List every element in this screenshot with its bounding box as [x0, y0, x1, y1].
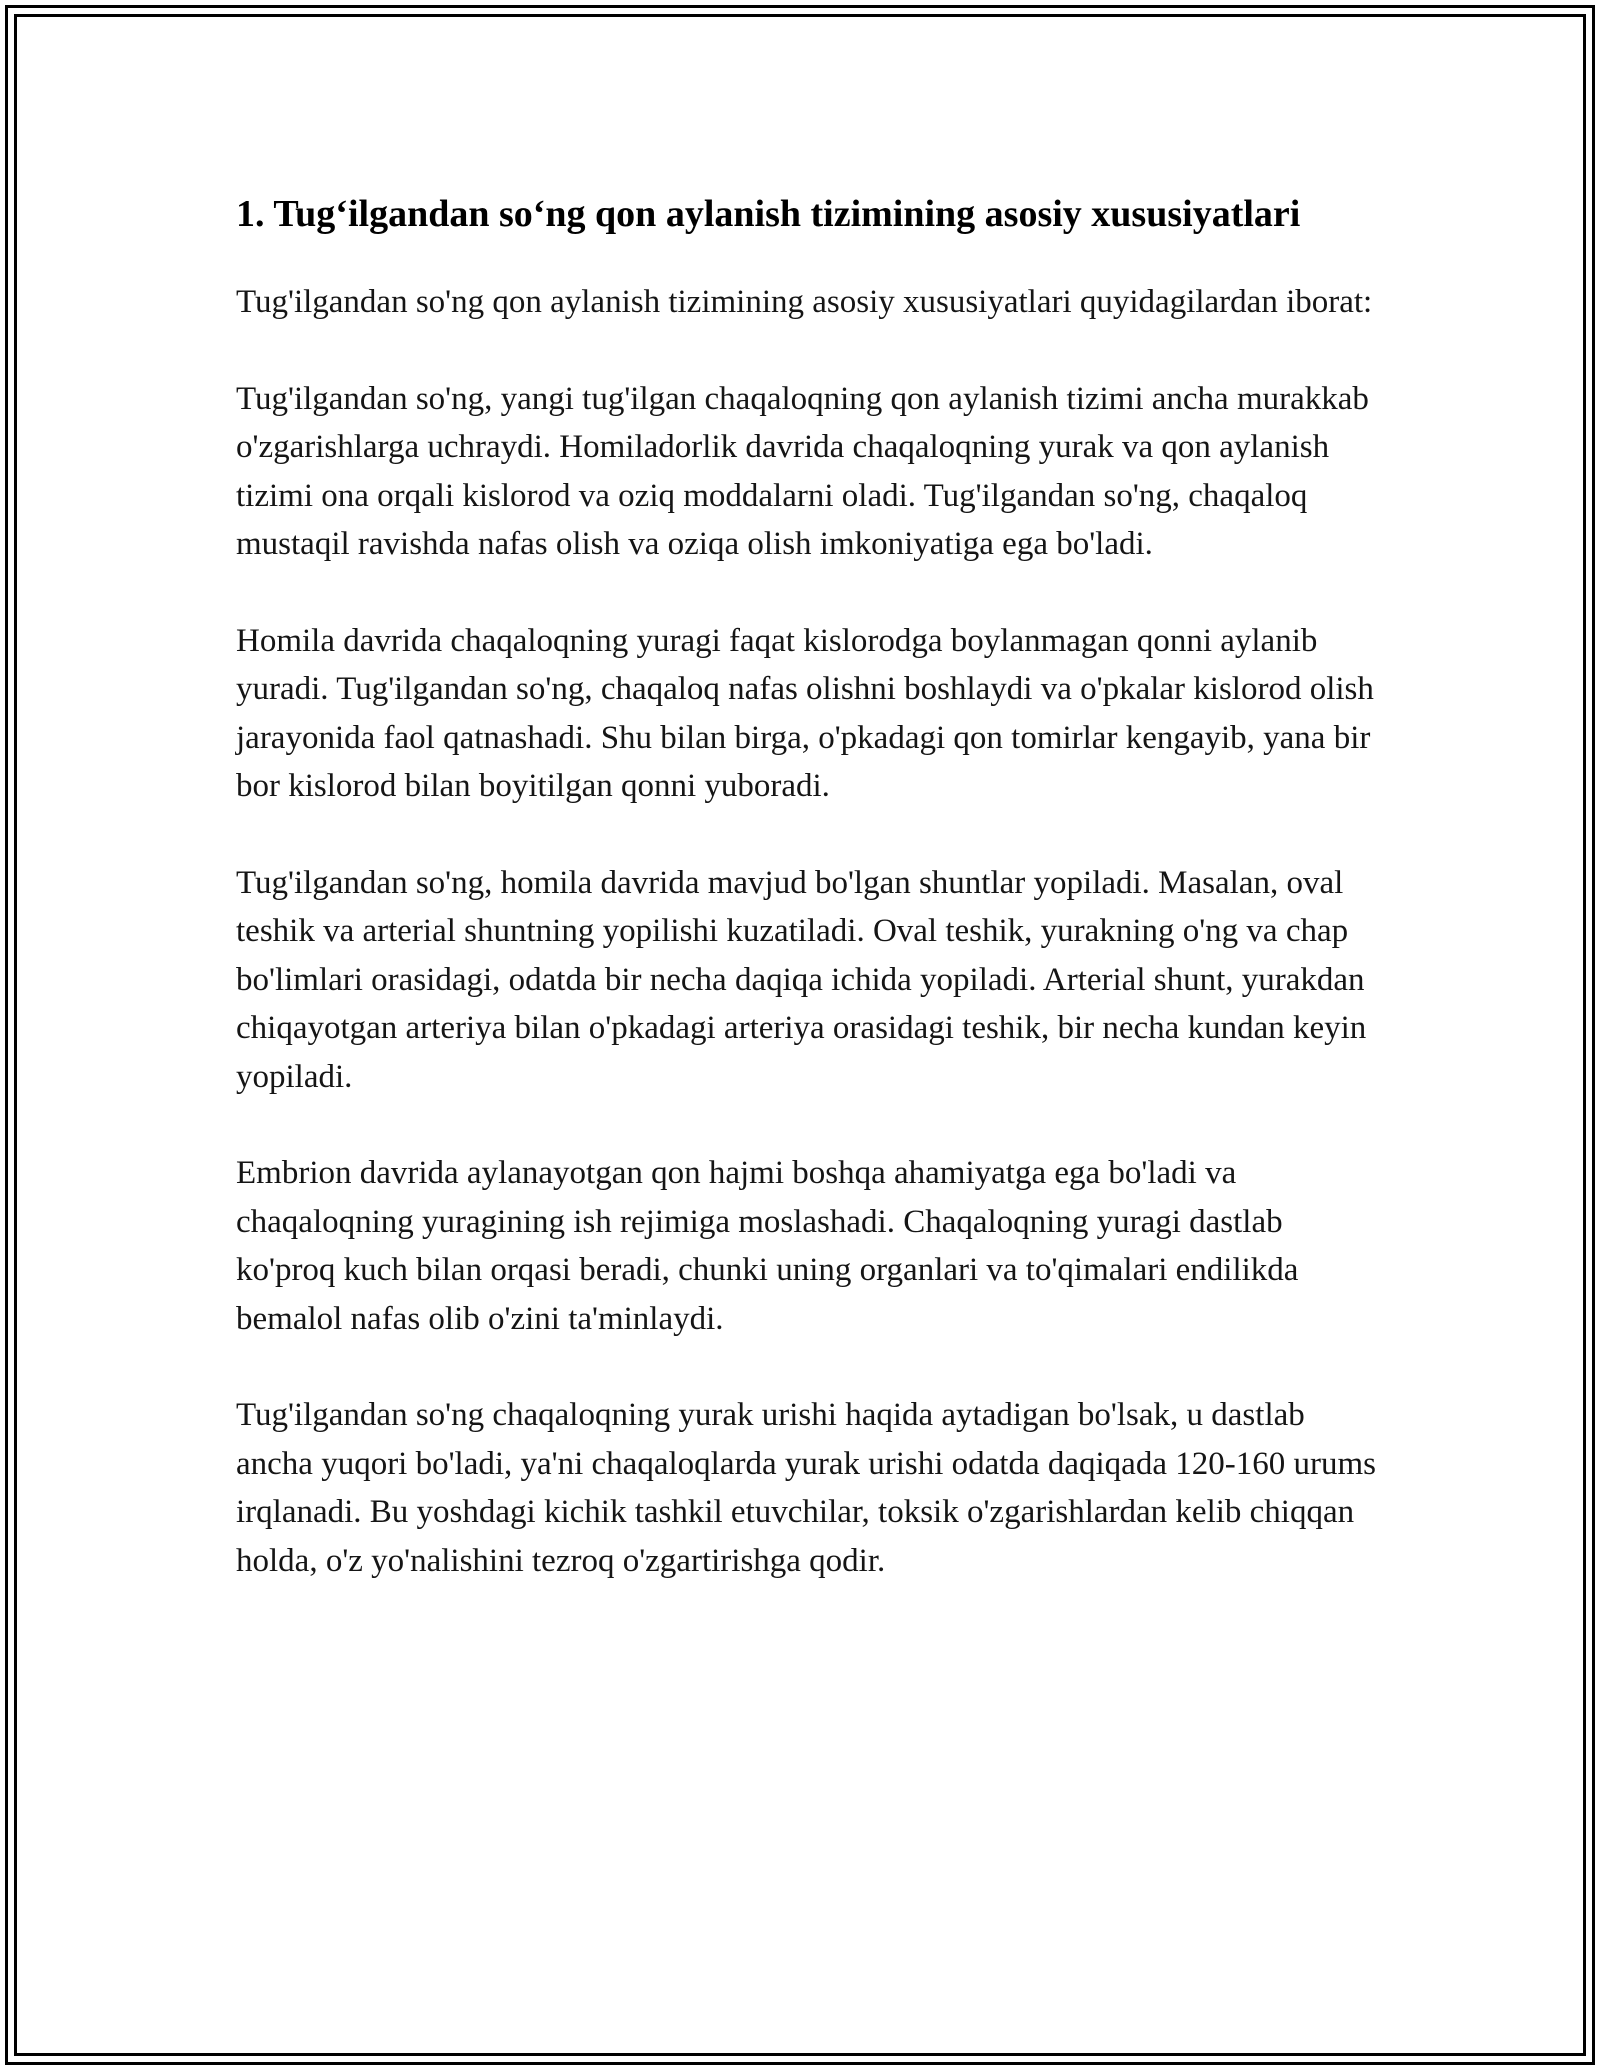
paragraph-shunts-closing: Tug'ilgandan so'ng, homila davrida mavjud bo'lgan shuntlar yopiladi. Masalan, oval teshik va arterial shuntning yopilishi kuzatiladi. Oval teshik, yurakning o'ng va chap bo'limlari orasidagi, odatda bir necha daqiqa ichida yopiladi. Arterial shunt, yurakdan chiqayotgan arteriya bilan o'pkadagi arteriya orasidagi teshik, bir necha kundan keyin yopiladi. [236, 864, 1367, 1095]
paragraph-blood-volume: Embrion davrida aylanayotgan qon hajmi boshqa ahamiyatga ega bo'ladi va chaqaloqning yuragining ish rejimiga moslashadi. Chaqaloqning yuragi dastlab ko'proq kuch bilan orqasi beradi, chunki uning organlari va to'qimalari endilikda bemalol nafas olib o'zini ta'minlaydi. [236, 1155, 1299, 1337]
paragraph-intro: Tug'ilgandan so'ng qon aylanish tizimining asosiy xususiyatlari quyidagilardan iborat: [236, 284, 1373, 320]
paragraph-heart-rate: Tug'ilgandan so'ng chaqaloqning yurak urishi haqida aytadigan bo'lsak, u dastlab ancha yuqori bo'ladi, ya'ni chaqaloqlarda yurak urishi odatda daqiqada 120-160 urums irqlanadi. Bu yoshdagi kichik tashkil etuvchilar, toksik o'zgarishlardan kelib chiqqan holda, o'z yo'nalishini tezroq o'zgartirishga qodir. [236, 1397, 1376, 1579]
paragraph-lungs-breathing: Homila davrida chaqaloqning yuragi faqat kislorodga boylanmagan qonni aylanib yuradi. Tug'ilgandan so'ng, chaqaloq nafas olishni boshlaydi va o'pkalar kislorod olish jarayonida faol qatnashadi. Shu bilan birga, o'pkadagi qon tomirlar kengayib, yana bir bor kislorod bilan boyitilgan qonni yuboradi. [236, 622, 1374, 804]
document-body [236, 187, 1376, 1633]
paragraph-after-birth-changes: Tug'ilgandan so'ng, yangi tug'ilgan chaqaloqning qon aylanish tizimi ancha murakkab o'zgarishlarga uchraydi. Homiladorlik davrida chaqaloqning yurak va qon aylanish tizimi ona orqali kislorod va oziq moddalarni oladi. Tug'ilgandan so'ng, chaqaloq mustaqil ravishda nafas olish va oziqa olish imkoniyatiga ega bo'ladi. [236, 380, 1369, 562]
page-title: 1. Tug‘ilgandan so‘ng qon aylanish tizimining asosiy xususiyatlari [236, 193, 1301, 235]
